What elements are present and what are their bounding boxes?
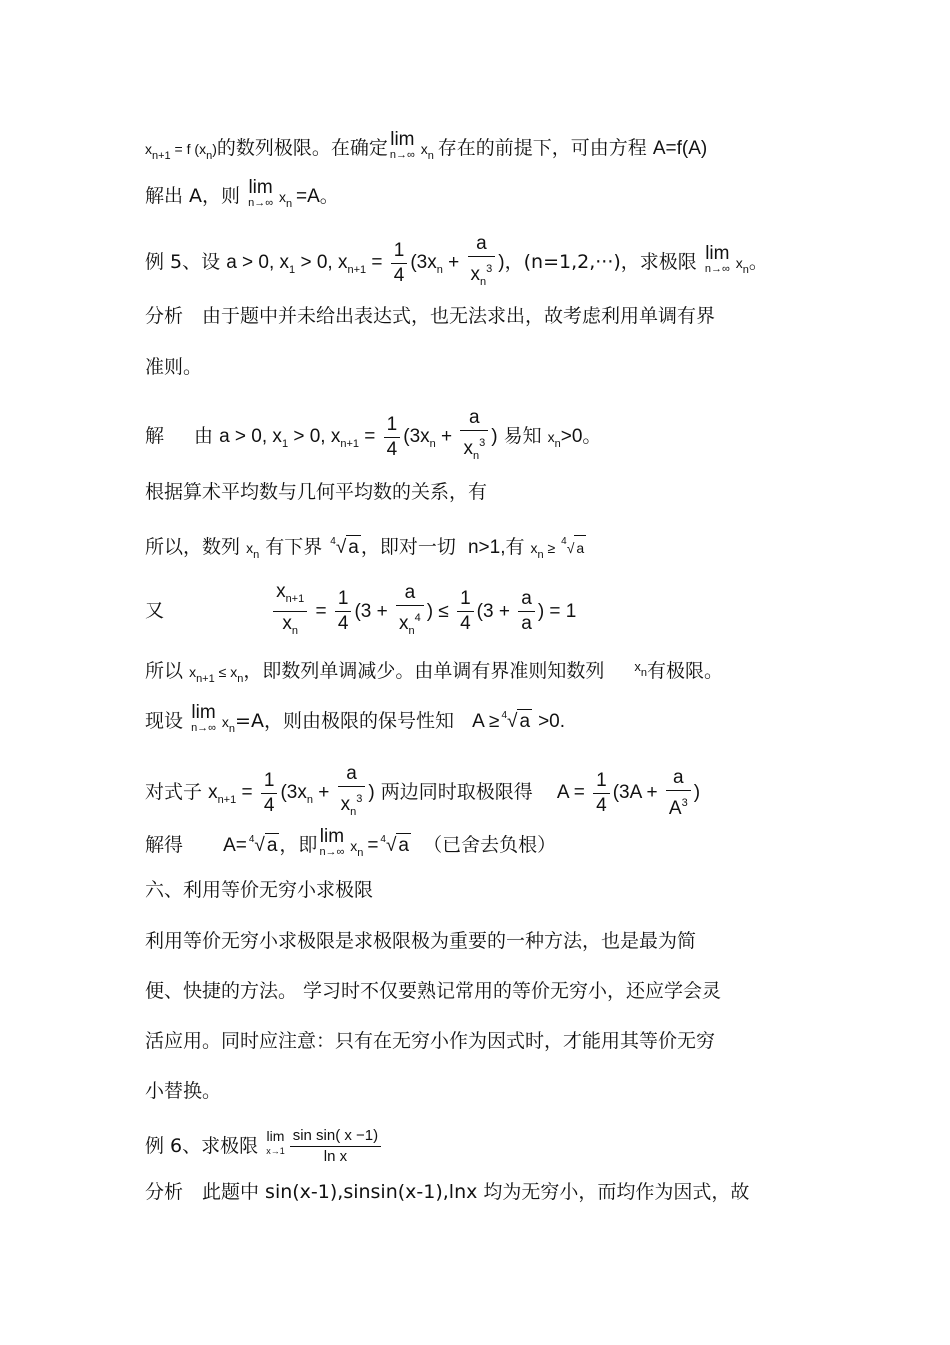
text-span: n>1,有 [467, 537, 525, 558]
math-ratio-inequality: $\frac{x_{n+1}}{x_n}$ = $\frac{1}{4}$ (3 + $\frac{a}{x_n^4}$ ) ≤ $\frac{1}{4}$ (3 + $\frac{a}{a}$ ) = 1 [270, 601, 576, 622]
math-fourth-root-a: $^4$√ a [501, 710, 531, 732]
text-span: A ≥ [472, 711, 500, 732]
math-fourth-root-a: $^4$√ a [330, 536, 359, 558]
text-span: 解 [145, 425, 165, 448]
math-limit: lim n→∞ [191, 702, 217, 734]
text-line-7: 根据算术平均数与几何平均数的关系，有 [145, 481, 488, 503]
text-span: 的数列极限。在确定 [216, 137, 388, 159]
text-span: 易知 [503, 425, 542, 448]
text-line-3: 例 5、设 a > 0, $x_1 > 0$, $x_{n+1}$ = $\frac{1}{4}$ ($3x_n$ + $\frac{a}{x_n^3}$ )，(n=1,2,···)，求极限 lim n→∞ $x_n$。 [145, 233, 768, 288]
text-line-13: 解得 A= $^4$√ a ，即 lim n→∞ $x_n = ^4√$ a （已舍去负根） [145, 826, 557, 859]
math-limit-equation: A = $\frac{1}{4}$ (3A + $\frac{a}{A^3}$ ) [556, 766, 701, 819]
text-line-15: 利用等价无穷小求极限是求极限极为重要的一种方法，也是最为简 [145, 930, 697, 952]
math-limit: lim n→∞ [389, 129, 415, 161]
text-span: 所以，数列 [145, 536, 241, 558]
section-heading: 六、利用等价无穷小求极限 [145, 879, 374, 901]
text-line-11: 现设 lim n→∞ $x_n=A$，则由极限的保号性知 A ≥ $^4$√ a >0. [145, 702, 566, 735]
text-line-16: 便、快捷的方法。 学习时不仅要熟记常用的等价无穷小，还应学会灵 [145, 980, 722, 1002]
text-line-5: 准则。 [145, 356, 203, 378]
math-fraction-sinsin-over-lnx: $\frac{\text{sin sin( x −1)}}{\text{ln x}}$ [290, 1126, 381, 1167]
math-recurrence: $x_{n+1}$ = $\frac{1}{4}$ ($3x_n$ + $\frac{a}{x_n^3}$ ) [208, 763, 375, 818]
text-line-20: 分析 此题中 sin(x-1),sinsin(x-1),lnx 均为无穷小，而均作为因式，故 [145, 1181, 750, 1203]
text-line-10: 所以 $x_{n+1} \le x_n$，即数列单调减少。由单调有界准则知数列 $^{x_n}$有极限。 [145, 659, 723, 685]
text-span: =A。 [295, 186, 339, 207]
text-line-9 [145, 580, 576, 643]
text-span: 解出 A，则 [145, 185, 241, 207]
math-limit: lim n→∞ [704, 243, 730, 276]
text-span: 对式子 [145, 781, 203, 804]
text-span: 现设 [145, 710, 184, 732]
text-span: ，即对一切 [360, 536, 456, 558]
text-line-1: $x_{n+1} = f$ $(x_n)$的数列极限。在确定 lim n→∞ $x_n$ 存在的前提下，可由方程 A=f(A) [145, 129, 708, 162]
text-line-4: 分析 由于题中并未给出表达式，也无法求出，故考虑利用单调有界 [145, 305, 716, 327]
text-span: = [367, 835, 379, 856]
math-limit: lim x→1 [266, 1128, 285, 1156]
math-fourth-root-a: $^4$√ a [380, 834, 409, 856]
text-span: 两边同时取极限得 [380, 781, 533, 804]
text-span: 。 [748, 251, 768, 274]
text-line-6: 解 由 a > 0, $x_1 > 0$, $x_{n+1}$ = $\frac{1}{4}$ ($3x_n$ + $\frac{a}{x_n^3}$ ) 易知 $x_n>0$。 [145, 407, 602, 462]
text-span: ，即数列单调减少。由单调有界准则知数列 [243, 660, 605, 682]
math-limit: lim n→∞ [248, 177, 274, 209]
math-limit: lim n→∞ [319, 826, 345, 858]
text-span: =A，则由极限的保号性知 [235, 710, 454, 732]
text-span: 解得 [145, 834, 184, 856]
text-span: 由 [194, 425, 214, 448]
math-condition: a > 0, $x_1 > 0$, $x_{n+1}$ = $\frac{1}{4}$ ($3x_n$ + $\frac{a}{x_n^3}$ ) [219, 407, 498, 462]
text-line-18: 小替换。 [145, 1080, 222, 1102]
text-span: >0。 [560, 426, 602, 448]
text-span: ，(n=1,2,···)，求极限 [504, 251, 697, 274]
text-line-12 [145, 762, 700, 824]
text-span: 有极限。 [646, 660, 723, 682]
text-span: ，即 [279, 834, 318, 856]
text-span: 例 5、设 [145, 251, 221, 274]
text-span: A= [223, 835, 247, 856]
text-span: A=f(A) [652, 138, 708, 159]
text-span: （已舍去负根） [423, 834, 557, 856]
text-line-17: 活应用。同时应注意：只有在无穷小作为因式时，才能用其等价无穷 [145, 1030, 716, 1052]
text-line-2: 解出 A，则 lim n→∞ $x_n =A$。 [145, 177, 339, 210]
text-span: 又 [145, 599, 165, 622]
text-span: 存在的前提下，可由方程 [437, 137, 647, 159]
text-line-19 [145, 1126, 384, 1167]
text-span: 有下界 [265, 536, 323, 558]
math-fourth-root-a: $^4$√ a [248, 834, 278, 856]
text-line-8: 所以，数列 $x_n$ 有下界 $^4$√ a ，即对一切 n>1,有 $x_n \ge ^4√$ a [145, 530, 586, 567]
text-span: 例 6、求极限 [145, 1135, 259, 1157]
text-span: >0. [538, 711, 566, 732]
math-recurrence: $x_{n+1} = f$ $(x_n)$ [145, 141, 217, 162]
text-span: 所以 [145, 660, 184, 682]
math-condition: a > 0, $x_1 > 0$, $x_{n+1}$ = $\frac{1}{4}$ ($3x_n$ + $\frac{a}{x_n^3}$ ) [226, 233, 505, 288]
